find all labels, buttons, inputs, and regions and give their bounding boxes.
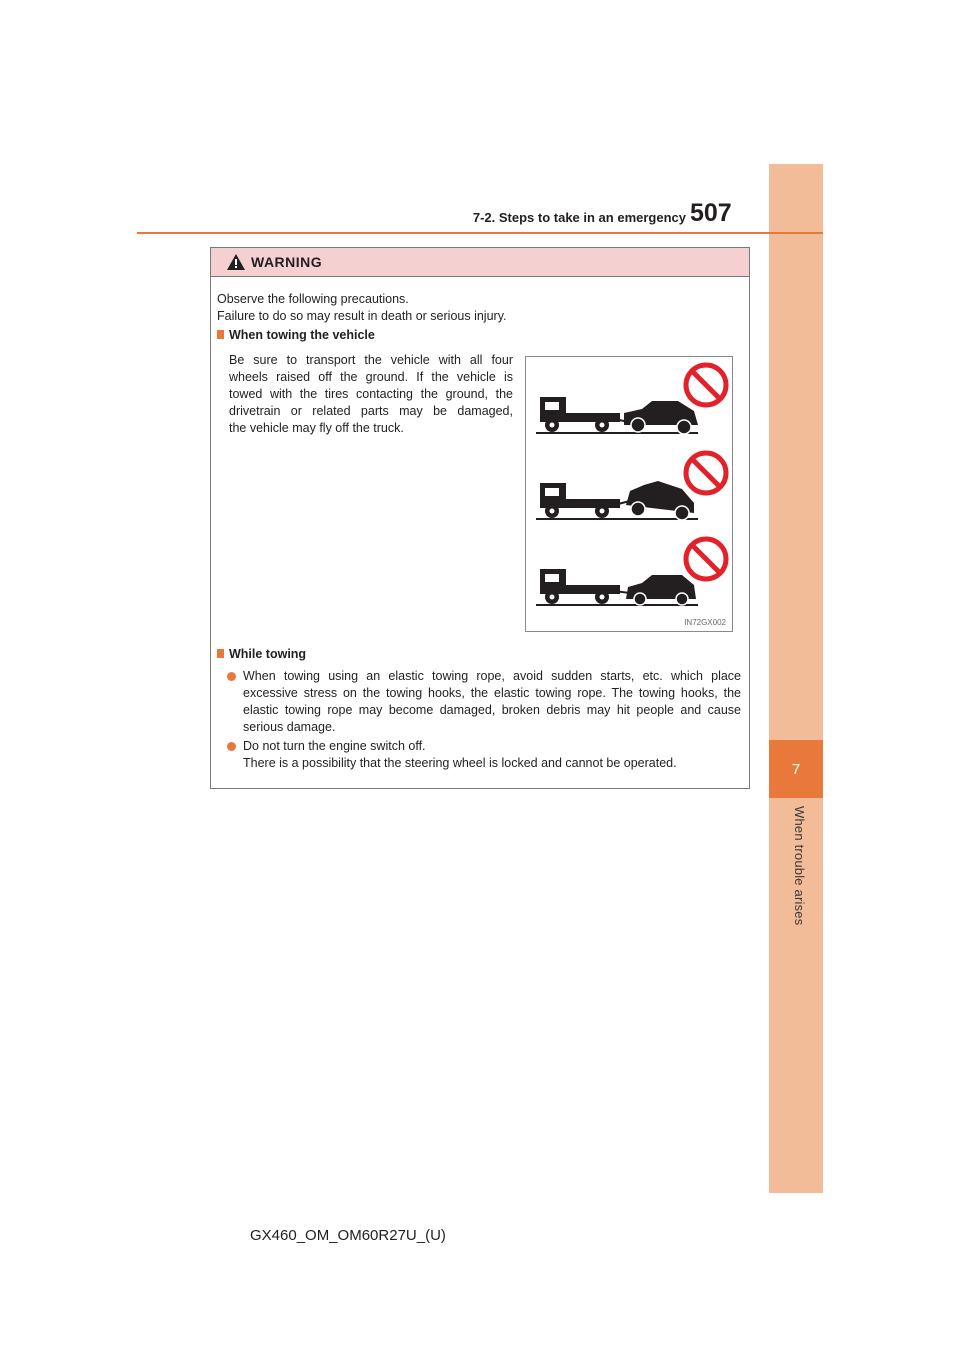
section-heading-text: When towing the vehicle [229, 328, 375, 342]
round-bullet-icon [227, 742, 236, 751]
warning-header [211, 248, 749, 277]
page-number: 507 [690, 199, 732, 227]
warning-box [210, 247, 750, 789]
tow-truck-illustration [526, 357, 732, 631]
text-line: serious damage. [243, 720, 336, 734]
round-bullet-icon [227, 672, 236, 681]
intro-line: Observe the following precautions. [217, 292, 409, 306]
text-line: the vehicle may fly off the truck. [229, 421, 404, 435]
header-rule [137, 232, 823, 234]
towing-illustration [525, 356, 733, 632]
illustration-code: IN72GX002 [684, 618, 726, 627]
bullet-item [227, 738, 741, 772]
text-line: There is a possibility that the steering wheel is locked and cannot be operated. [243, 756, 677, 770]
section-heading-while-towing [217, 646, 306, 663]
chapter-label: When trouble arises [792, 806, 807, 926]
section-heading-text: While towing [229, 647, 307, 661]
intro-line: Failure to do so may result in death or serious injury. [217, 309, 507, 323]
chapter-side-tab [769, 164, 823, 1193]
warning-title: WARNING [251, 254, 323, 270]
text-line: towed with the tires contacting the ground, the [229, 387, 513, 401]
warning-triangle-icon [227, 254, 245, 270]
text-line: Be sure to transport the vehicle with all four [229, 353, 513, 367]
towing-vehicle-text [229, 352, 513, 437]
text-line: wheels raised off the ground. If the vehicle is [229, 370, 513, 384]
chapter-number: 7 [769, 740, 823, 798]
text-line: Do not turn the engine switch off. [243, 739, 426, 753]
tow-scene-2 [536, 453, 726, 520]
bullet-item [227, 668, 741, 736]
text-line: When towing using an elastic towing rope, avoid sudden starts, etc. which place [243, 669, 741, 683]
text-line: elastic towing rope may become damaged, broken debris may hit people and cause [243, 703, 741, 717]
tow-scene-3 [536, 539, 726, 605]
warning-intro [217, 291, 506, 325]
section-title: 7-2. Steps to take in an emergency [472, 210, 686, 225]
text-line: excessive stress on the towing hooks, the elastic towing rope. The towing hooks, the [243, 686, 741, 700]
section-heading-towing-vehicle [217, 327, 375, 344]
text-line: drivetrain or related parts may be damaged, [229, 404, 513, 418]
square-bullet-icon [217, 649, 224, 658]
square-bullet-icon [217, 330, 224, 339]
document-code: GX460_OM_OM60R27U_(U) [250, 1227, 446, 1244]
tow-scene-1 [536, 365, 726, 434]
